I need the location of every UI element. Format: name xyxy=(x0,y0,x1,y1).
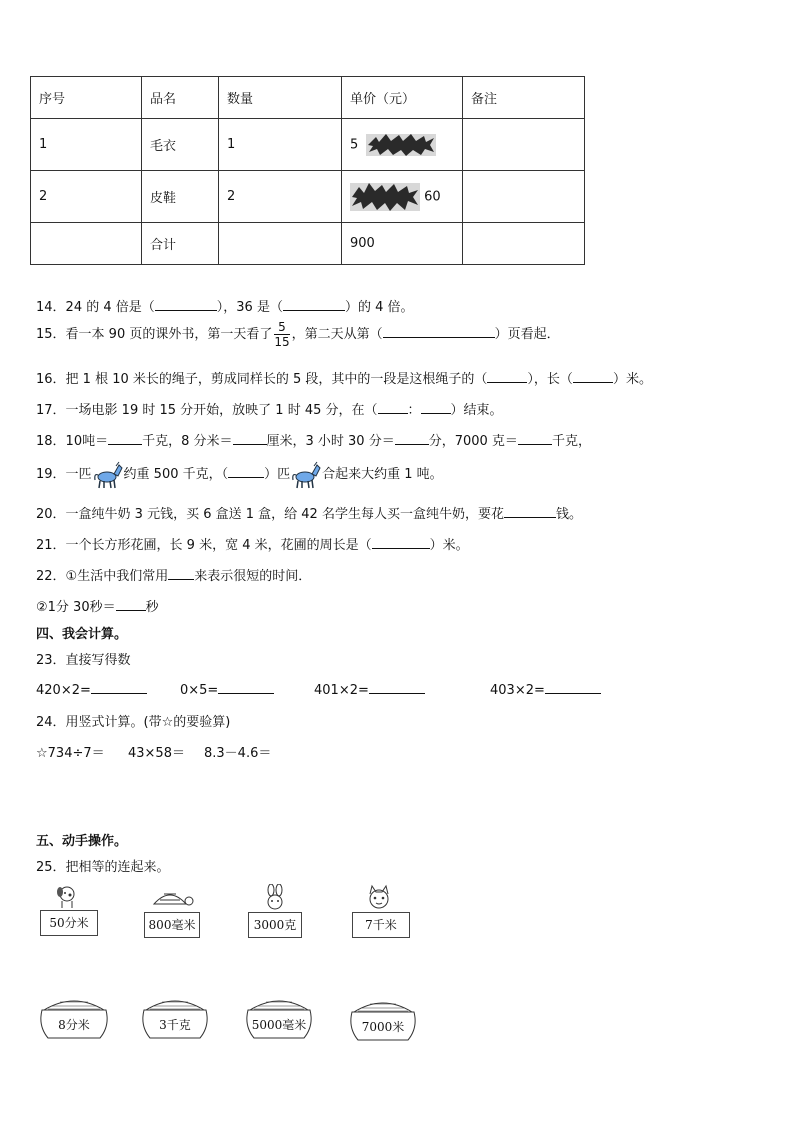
answer-blank[interactable] xyxy=(378,401,408,414)
pot-label: 5000毫米 xyxy=(251,1018,307,1032)
measure-card[interactable]: 7千米 xyxy=(352,912,410,938)
turtle-icon xyxy=(150,886,194,908)
answer-blank[interactable] xyxy=(283,298,345,311)
cell-qty: 2 xyxy=(219,171,342,223)
answer-blank[interactable] xyxy=(487,370,527,383)
q18-text: 18．10吨＝ xyxy=(36,434,109,449)
cell-price: 900 xyxy=(342,223,463,265)
answer-blank[interactable] xyxy=(504,505,556,518)
q18-text: 分，7000 克＝ xyxy=(428,434,518,449)
question-15 xyxy=(36,320,560,349)
answer-blank[interactable] xyxy=(108,432,142,445)
pot-card[interactable] xyxy=(244,996,314,1042)
calc-item xyxy=(180,681,274,698)
question-18 xyxy=(36,430,591,449)
question-21 xyxy=(36,534,469,553)
table-row xyxy=(31,223,585,265)
vertical-calc-item: ☆734÷7＝ xyxy=(36,746,105,761)
cell-name: 毛衣 xyxy=(142,119,219,171)
dog-icon xyxy=(52,884,82,908)
answer-blank[interactable] xyxy=(91,681,147,694)
q18-text: 厘米，3 小时 30 分＝ xyxy=(266,434,395,449)
q14-text: ）的 4 倍。 xyxy=(344,300,414,315)
calc-item xyxy=(36,681,147,698)
answer-blank[interactable] xyxy=(369,681,425,694)
answer-blank[interactable] xyxy=(383,325,495,338)
cell-no: 2 xyxy=(31,171,142,223)
answer-blank[interactable] xyxy=(116,598,146,611)
cat-icon xyxy=(364,884,394,912)
q20-text: 20．一盒纯牛奶 3 元钱，买 6 盒送 1 盒，给 42 名学生每人买一盒纯牛奶，要花 xyxy=(36,507,504,522)
rabbit-icon xyxy=(262,884,288,912)
answer-blank[interactable] xyxy=(228,465,264,478)
calc-expression: 401×2= xyxy=(314,683,369,698)
question-19 xyxy=(36,460,443,490)
fraction-numerator: 5 xyxy=(274,320,289,335)
answer-blank[interactable] xyxy=(233,432,267,445)
cell-name: 皮鞋 xyxy=(142,171,219,223)
q14-text: ），36 是（ xyxy=(216,300,283,315)
price-table xyxy=(30,76,585,265)
q22b-text: ②1分 30秒＝ xyxy=(36,600,116,615)
question-16 xyxy=(36,368,652,387)
q16-text: ），长（ xyxy=(527,372,573,387)
header-name: 品名 xyxy=(142,77,219,119)
section-4-heading: 四、我会计算。 xyxy=(36,627,128,642)
horse-icon xyxy=(290,461,322,489)
q21-text: 21．一个长方形花圃，长 9 米，宽 4 米，花圃的周长是（ xyxy=(36,538,372,553)
section-5-heading: 五、动手操作。 xyxy=(36,834,128,849)
pot-card[interactable] xyxy=(140,996,210,1042)
q19-text: 19．一匹 xyxy=(36,467,92,482)
question-25: 25．把相等的连起来。 xyxy=(36,860,170,875)
question-23: 23．直接写得数 xyxy=(36,653,131,668)
horse-icon xyxy=(92,461,124,489)
answer-blank[interactable] xyxy=(218,681,274,694)
q17-text: ）结束。 xyxy=(450,403,503,418)
answer-blank[interactable] xyxy=(545,681,601,694)
vertical-calc-item: 8.3－4.6＝ xyxy=(204,746,272,761)
q18-text: 千克，8 分米＝ xyxy=(142,434,233,449)
q22-text: 22．①生活中我们常用 xyxy=(36,569,169,584)
calc-expression: 403×2= xyxy=(490,683,545,698)
header-qty: 数量 xyxy=(219,77,342,119)
cell-price xyxy=(342,171,463,223)
header-no: 序号 xyxy=(31,77,142,119)
cell-no xyxy=(31,223,142,265)
question-20 xyxy=(36,503,582,522)
header-note: 备注 xyxy=(463,77,585,119)
fraction-denominator: 15 xyxy=(274,335,290,349)
price-prefix: 5 xyxy=(350,137,359,152)
cell-qty: 1 xyxy=(219,119,342,171)
measure-card[interactable]: 50分米 xyxy=(40,910,98,936)
cell-note xyxy=(463,119,585,171)
q22-text: 来表示很短的时间． xyxy=(194,569,312,584)
cell-qty xyxy=(219,223,342,265)
header-price: 单价（元） xyxy=(342,77,463,119)
calc-expression: 420×2= xyxy=(36,683,91,698)
q17-text: ： xyxy=(407,403,421,418)
answer-blank[interactable] xyxy=(155,298,217,311)
cell-price xyxy=(342,119,463,171)
q20-text: 钱。 xyxy=(555,507,582,522)
question-24: 24．用竖式计算。(带☆的要验算) xyxy=(36,715,231,730)
measure-card[interactable]: 800毫米 xyxy=(144,912,200,938)
table-row xyxy=(31,119,585,171)
table-row xyxy=(31,171,585,223)
q19-text: ）匹 xyxy=(264,467,291,482)
q16-text: ）米。 xyxy=(612,372,652,387)
q19-text: 约重 500 千克，（ xyxy=(123,467,229,482)
q21-text: ）米。 xyxy=(429,538,469,553)
calc-item xyxy=(314,681,425,698)
fraction xyxy=(274,320,289,349)
cell-note xyxy=(463,223,585,265)
answer-blank[interactable] xyxy=(518,432,552,445)
answer-blank[interactable] xyxy=(573,370,613,383)
price-suffix: 60 xyxy=(424,189,441,204)
answer-blank[interactable] xyxy=(372,536,430,549)
q17-text: 17．一场电影 19 时 15 分开始，放映了 1 时 45 分，在（ xyxy=(36,403,378,418)
pot-card[interactable] xyxy=(348,998,418,1044)
q14-text: 14．24 的 4 倍是（ xyxy=(36,300,155,315)
ink-blot-icon xyxy=(350,181,420,213)
pot-label: 7000米 xyxy=(361,1020,405,1034)
ink-blot-icon xyxy=(366,132,436,158)
cell-no: 1 xyxy=(31,119,142,171)
vertical-calc-item: 43×58＝ xyxy=(128,746,185,761)
q15-text: ）页看起． xyxy=(494,327,560,342)
question-17 xyxy=(36,399,503,418)
table-header-row xyxy=(31,77,585,119)
q18-text: 千克， xyxy=(551,434,591,449)
q15-text: ，第二天从第（ xyxy=(291,327,383,342)
cell-name: 合计 xyxy=(142,223,219,265)
answer-blank[interactable] xyxy=(421,401,451,414)
q15-text: 15．看一本 90 页的课外书，第一天看了 xyxy=(36,327,273,342)
pot-card[interactable] xyxy=(38,996,110,1042)
pot-label: 3千克 xyxy=(159,1018,191,1032)
calc-expression: 0×5= xyxy=(180,683,219,698)
answer-blank[interactable] xyxy=(168,567,194,580)
question-22 xyxy=(36,565,311,584)
pot-label: 8分米 xyxy=(58,1018,90,1032)
q19-text: 合起来大约重 1 吨。 xyxy=(322,467,443,482)
calc-item xyxy=(490,681,601,698)
question-14 xyxy=(36,296,414,315)
measure-card[interactable]: 3000克 xyxy=(248,912,302,938)
cell-note xyxy=(463,171,585,223)
answer-blank[interactable] xyxy=(395,432,429,445)
q22b-text: 秒 xyxy=(145,600,159,615)
question-22-part-2 xyxy=(36,596,159,615)
q16-text: 16．把 1 根 10 米长的绳子，剪成同样长的 5 段，其中的一段是这根绳子的（ xyxy=(36,372,488,387)
